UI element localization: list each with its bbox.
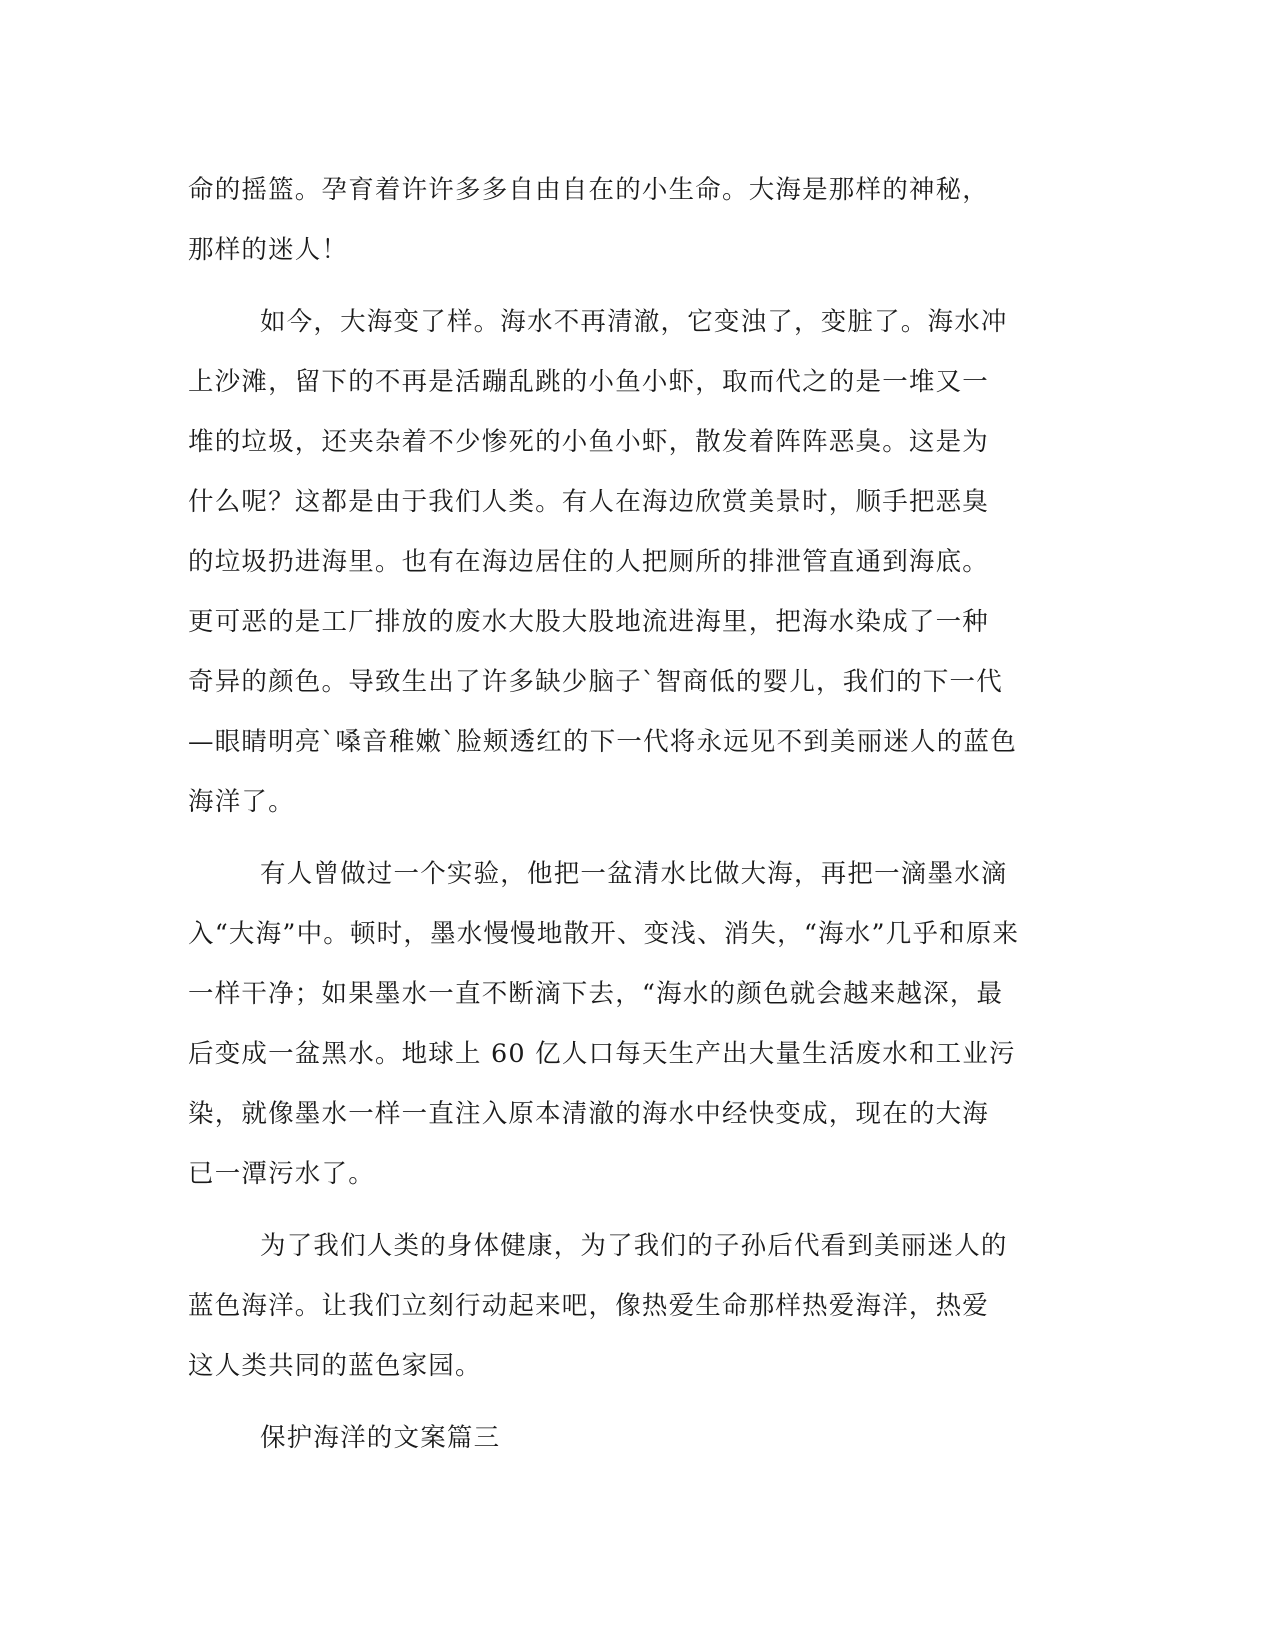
paragraph-gap bbox=[188, 1396, 1073, 1408]
text-line: 堆的垃圾，还夹杂着不少惨死的小鱼小虾，散发着阵阵恶臭。这是为 bbox=[188, 427, 990, 457]
text-line: 那样的迷人！ bbox=[188, 235, 349, 265]
text-line: —眼睛明亮`嗓音稚嫩`脸颊透红的下一代将永远见不到美丽迷人的蓝色 bbox=[188, 727, 1017, 757]
text-line: 入“大海”中。顿时，墨水慢慢地散开、变浅、消失，“海水”几乎和原来 bbox=[188, 919, 1020, 949]
section-heading: 保护海洋的文案篇三 bbox=[260, 1423, 501, 1453]
document-body bbox=[188, 160, 1073, 1468]
paragraph-first-line: 有人曾做过一个实验，他把一盆清水比做大海，再把一滴墨水滴 bbox=[260, 859, 1008, 889]
text-line: 染，就像墨水一样一直注入原本清澈的海水中经快变成，现在的大海 bbox=[188, 1099, 990, 1129]
text-line: 命的摇篮。孕育着许许多多自由自在的小生命。大海是那样的神秘， bbox=[188, 175, 990, 205]
paragraph-gap bbox=[188, 832, 1073, 844]
text-line: 这人类共同的蓝色家园。 bbox=[188, 1351, 482, 1381]
text-line: 一样干净；如果墨水一直不断滴下去，“海水的颜色就会越来越深，最 bbox=[188, 979, 1004, 1009]
text-line: 奇异的颜色。导致生出了许多缺少脑子`智商低的婴儿，我们的下一代 bbox=[188, 667, 1003, 697]
text-line: 更可恶的是工厂排放的废水大股大股地流进海里，把海水染成了一种 bbox=[188, 607, 990, 637]
text-line: 什么呢？这都是由于我们人类。有人在海边欣赏美景时，顺手把恶臭 bbox=[188, 487, 990, 517]
text-line: 蓝色海洋。让我们立刻行动起来吧，像热爱生命那样热爱海洋，热爱 bbox=[188, 1291, 990, 1321]
text-line: 上沙滩，留下的不再是活蹦乱跳的小鱼小虾，取而代之的是一堆又一 bbox=[188, 367, 990, 397]
text-line: 已一潭污水了。 bbox=[188, 1159, 375, 1189]
paragraph-gap bbox=[188, 280, 1073, 292]
text-line: 后变成一盆黑水。地球上 60 亿人口每天生产出大量生活废水和工业污 bbox=[188, 1039, 1016, 1069]
paragraph-gap bbox=[188, 1204, 1073, 1216]
text-line: 海洋了。 bbox=[188, 787, 295, 817]
paragraph-first-line: 为了我们人类的身体健康，为了我们的子孙后代看到美丽迷人的 bbox=[260, 1231, 1008, 1261]
text-line: 的垃圾扔进海里。也有在海边居住的人把厕所的排泄管直通到海底。 bbox=[188, 547, 990, 577]
paragraph-first-line: 如今，大海变了样。海水不再清澈，它变浊了，变脏了。海水冲 bbox=[260, 307, 1008, 337]
